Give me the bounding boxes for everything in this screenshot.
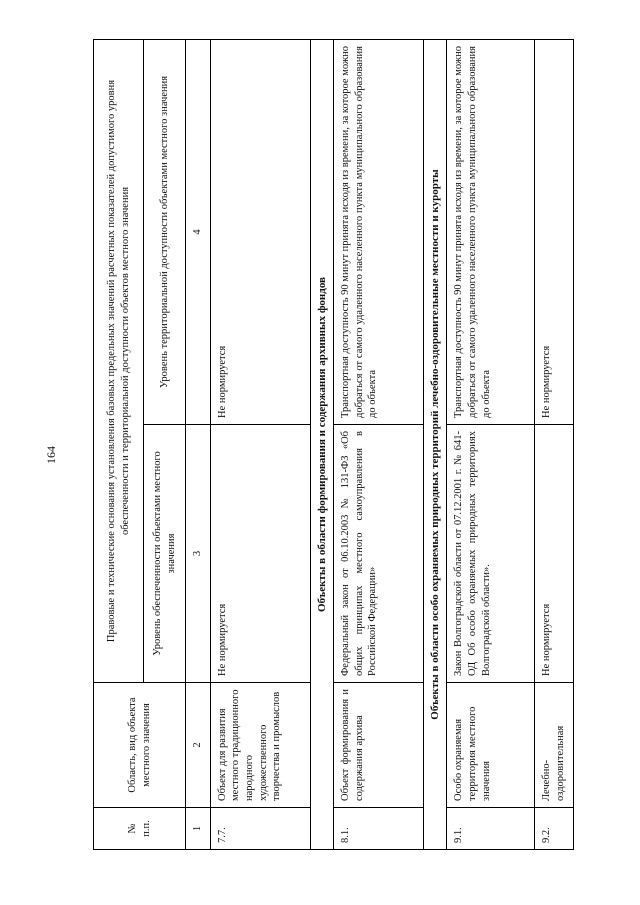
table-row bbox=[535, 40, 573, 850]
row-provision: Не нормируется bbox=[535, 425, 573, 683]
row-num: 9.1. bbox=[447, 808, 535, 850]
rotated-table-wrapper bbox=[93, 40, 566, 850]
header-grounds: Правовые и технические основания установления базовых предельных значений расчетных показателей допустимого уровня обеспеченности и территориальной доступности объектов местного значения bbox=[94, 40, 144, 683]
row-area: Объект для развития местного традиционного народного художественного творчества и промыслов bbox=[210, 683, 310, 808]
header-level-provision: Уровень обеспеченности объектами местного значения bbox=[144, 425, 186, 683]
row-provision: Закон Волгоградской области от 07.12.2001 г. № 641-ОД Об особо охраняемых природных территориях Волгоградской области». bbox=[447, 425, 535, 683]
row-provision: Федеральный закон от 06.10.2003 № 131-ФЗ «Об общих принципах местного самоуправления в Российской Федерации» bbox=[333, 425, 423, 683]
header-num: № п.п. bbox=[94, 808, 186, 850]
col-number: 3 bbox=[186, 425, 211, 683]
row-area: Лечебно-оздоровительная bbox=[535, 683, 573, 808]
row-access: Транспортная доступность 90 минут принята исходя из времени, за которое можно добраться от самого удаленного населенного пункта муниципального образования до объекта bbox=[333, 40, 423, 425]
row-num: 8.1. bbox=[333, 808, 423, 850]
row-access: Не нормируется bbox=[210, 40, 310, 425]
section-row bbox=[423, 40, 446, 850]
row-num: 7.7. bbox=[210, 808, 310, 850]
col-number: 2 bbox=[186, 683, 211, 808]
table-row bbox=[447, 40, 535, 850]
section-row bbox=[310, 40, 333, 850]
standards-table bbox=[93, 39, 574, 850]
row-access: Не нормируется bbox=[535, 40, 573, 425]
row-access: Транспортная доступность 90 минут принята исходя из времени, за которое можно добраться от самого удаленного населенного пункта муниципального образования до объекта bbox=[447, 40, 535, 425]
row-area: Особо охраняемая территория местного значения bbox=[447, 683, 535, 808]
section-title: Объекты в области особо охраняемых природных территорий лечебно-оздоровительные местности и курорты bbox=[423, 40, 446, 850]
row-num: 9.2. bbox=[535, 808, 573, 850]
column-number-row bbox=[186, 40, 211, 850]
header-area: Область, вид объекта местного значения bbox=[94, 683, 186, 808]
table-header-row bbox=[94, 40, 144, 850]
row-provision: Не нормируется bbox=[210, 425, 310, 683]
row-area: Объект формирования и содержания архива bbox=[333, 683, 423, 808]
col-number: 1 bbox=[186, 808, 211, 850]
table-row bbox=[333, 40, 423, 850]
table-row bbox=[210, 40, 310, 850]
col-number: 4 bbox=[186, 40, 211, 425]
section-title: Объекты в области формирования и содержания архивных фондов bbox=[310, 40, 333, 850]
page-number: 164 bbox=[44, 446, 58, 464]
header-level-access: Уровень территориальной доступности объектами местного значения bbox=[144, 40, 186, 425]
